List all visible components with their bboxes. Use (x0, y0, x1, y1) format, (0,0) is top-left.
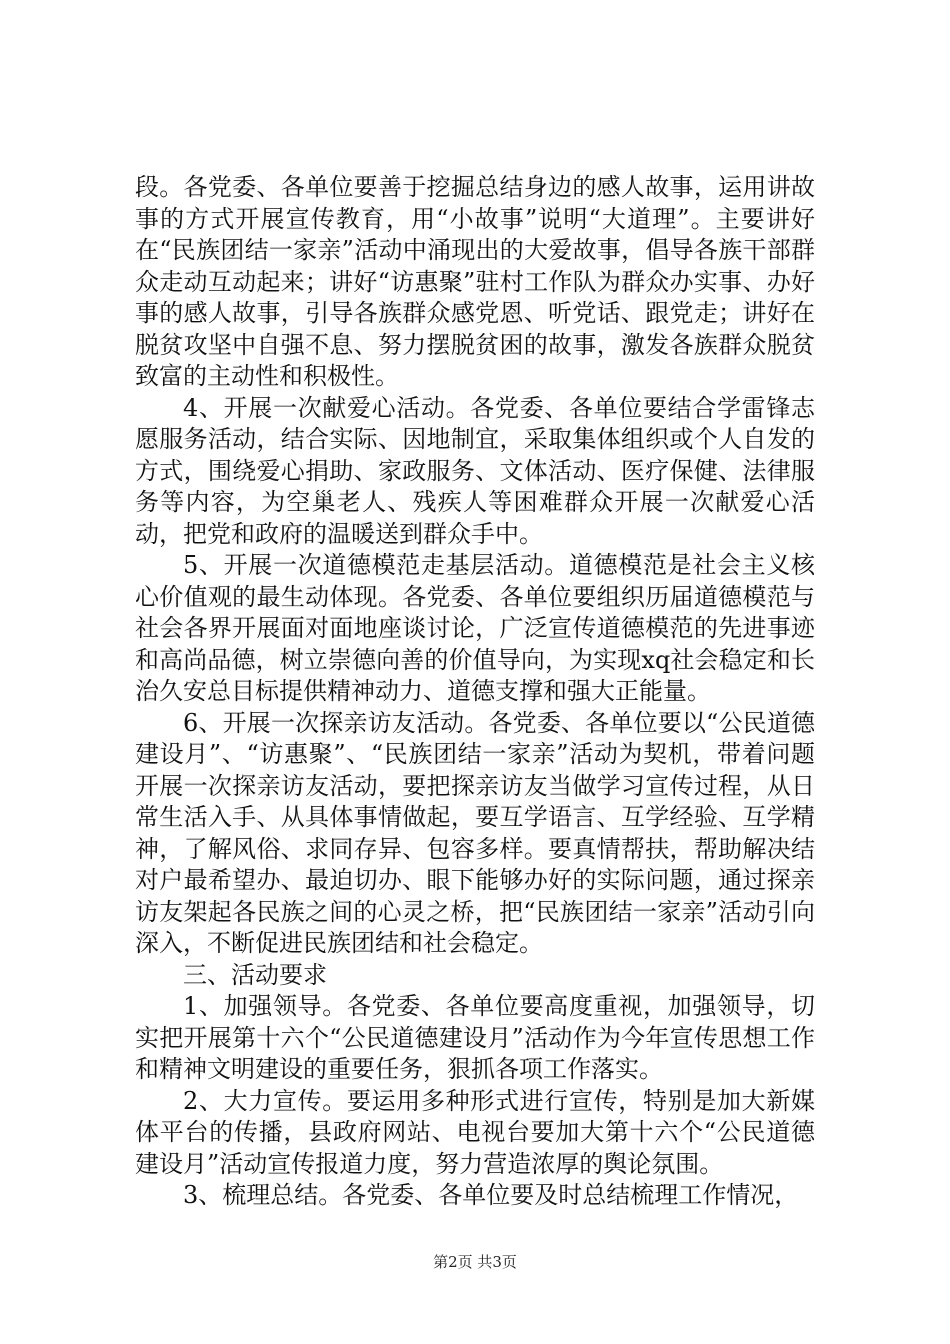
page-number-footer: 第2页 共3页 (433, 1253, 517, 1271)
paragraph-item-6: 6、开展一次探亲访友活动。各党委、各单位要以“公民道德建设月”、“访惠聚”、“民族团结一家亲”活动为契机，带着问题开展一次探亲访友活动，要把探亲访友当做学习宣传过程，从日常生活入手、从具体事情做起，要互学语言、互学经验、互学精神，了解风俗、求同存异、包容多样。要真情帮扶，帮助解决结对户最希望办、最迫切办、眼下能够办好的实际问题，通过探亲访友架起各民族之间的心灵之桥，把“民族团结一家亲”活动引向深入，不断促进民族团结和社会稳定。 (135, 708, 815, 957)
paragraph-requirement-3: 3、梳理总结。各党委、各单位要及时总结梳理工作情况， (183, 1181, 799, 1209)
paragraph-item-4: 4、开展一次献爱心活动。各党委、各单位要结合学雷锋志愿服务活动，结合实际、因地制宜，采取集体组织或个人自发的方式，围绕爱心捐助、家政服务、文体活动、医疗保健、法律服务等内容，为空巢老人、残疾人等困难群众开展一次献爱心活动，把党和政府的温暖送到群众手中。 (135, 393, 815, 548)
paragraph-continuation: 段。各党委、各单位要善于挖掘总结身边的感人故事，运用讲故事的方式开展宣传教育，用“小故事”说明“大道理”。主要讲好在“民族团结一家亲”活动中涌现出的大爱故事，倡导各族干部群众走动互动起来；讲好“访惠聚”驻村工作队为群众办实事、办好事的感人故事，引导各族群众感党恩、听党话、跟党走；讲好在脱贫攻坚中自强不息、努力摆脱贫困的故事，激发各族群众脱贫致富的主动性和积极性。 (135, 173, 815, 390)
section-heading-requirements: 三、活动要求 (183, 960, 327, 989)
paragraph-requirement-2: 2、大力宣传。要运用多种形式进行宣传，特别是加大新媒体平台的传播，县政府网站、电视台要加大第十六个“公民道德建设月”活动宣传报道力度，努力营造浓厚的舆论氛围。 (135, 1086, 815, 1178)
document-body (135, 172, 815, 1212)
paragraph-requirement-1: 1、加强领导。各党委、各单位要高度重视，加强领导，切实把开展第十六个“公民道德建设月”活动作为今年宣传思想工作和精神文明建设的重要任务，狠抓各项工作落实。 (135, 992, 815, 1083)
paragraph-item-5: 5、开展一次道德模范走基层活动。道德模范是社会主义核心价值观的最生动体现。各党委、各单位要组织历届道德模范与社会各界开展面对面地座谈讨论，广泛宣传道德模范的先进事迹和高尚品德，树立崇德向善的价值导向，为实现xq社会稳定和长治久安总目标提供精神动力、道德支撑和强大正能量。 (135, 551, 815, 705)
